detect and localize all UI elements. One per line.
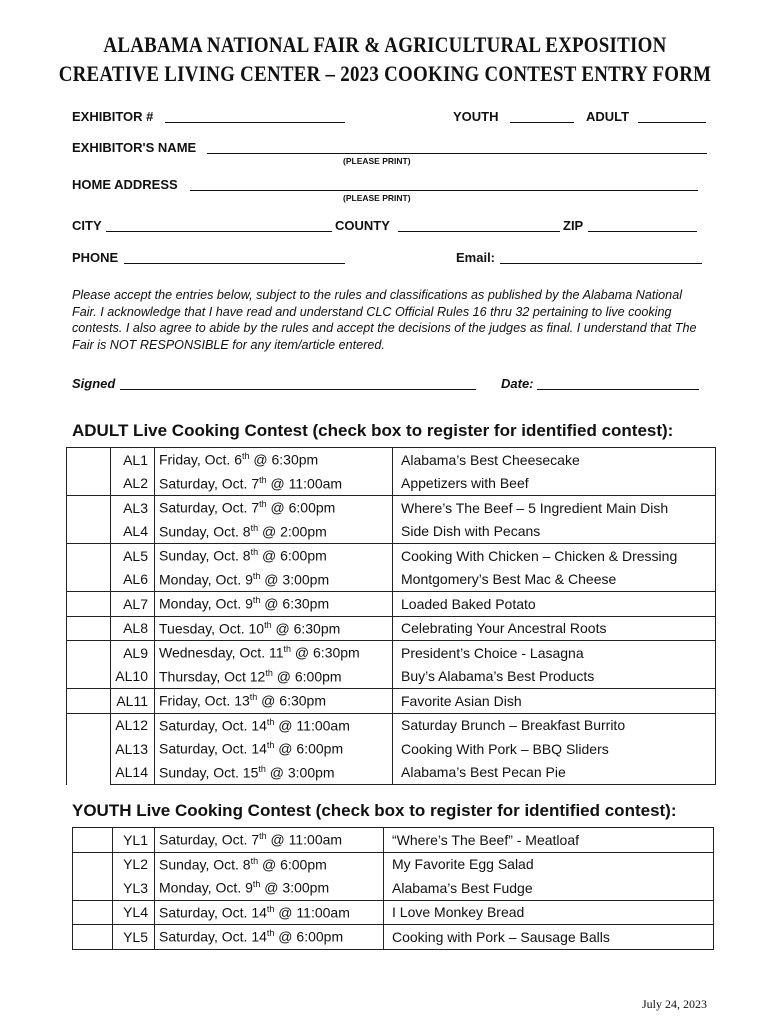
county-field[interactable]	[398, 231, 560, 232]
contest-row	[67, 641, 716, 665]
contest-day: Wednesday, Oct. 11	[159, 645, 284, 662]
contest-day: Saturday, Oct. 7	[159, 475, 260, 492]
contest-row	[73, 925, 714, 950]
contest-time: @ 11:00am	[274, 904, 350, 921]
ordinal-suffix: th	[241, 451, 250, 462]
contest-row	[73, 852, 714, 876]
contest-name: Side Dish with Pecans	[393, 520, 716, 544]
ordinal-suffix: th	[266, 716, 275, 727]
contest-code: AL6	[111, 568, 155, 592]
register-checkbox[interactable]	[73, 852, 113, 900]
contest-row	[73, 900, 714, 925]
contest-day: Sunday, Oct. 8	[159, 856, 251, 873]
contest-time: @ 6:30pm	[291, 645, 360, 662]
contest-day: Saturday, Oct. 14	[159, 741, 267, 758]
contest-row	[67, 713, 716, 737]
contest-name: My Favorite Egg Salad	[384, 852, 714, 876]
contest-row	[73, 828, 714, 853]
contest-name: Alabama’s Best Cheesecake	[393, 448, 716, 472]
email-label: Email:	[456, 250, 496, 265]
contest-code: AL2	[111, 472, 155, 496]
register-checkbox[interactable]	[67, 544, 111, 592]
contest-date	[155, 472, 393, 496]
contest-day: Sunday, Oct. 15	[159, 764, 259, 781]
contest-name: Cooking With Pork – BBQ Sliders	[393, 737, 716, 761]
contest-row	[67, 737, 716, 761]
contest-date	[155, 761, 393, 785]
contest-name: Appetizers with Beef	[393, 472, 716, 496]
ordinal-suffix: th	[259, 474, 267, 485]
footer-date: July 24, 2023	[642, 997, 708, 1011]
contest-time: @ 6:30pm	[249, 452, 319, 469]
contest-day: Monday, Oct. 9	[159, 571, 253, 588]
contest-time: @ 11:00am	[266, 832, 343, 849]
contest-time: @ 6:00pm	[272, 668, 342, 685]
contest-row	[73, 876, 714, 900]
city-field[interactable]	[106, 231, 332, 232]
contest-day: Thursday, Oct 12	[159, 668, 266, 685]
exhibitor-number-label: EXHIBITOR #	[72, 109, 154, 124]
contest-time: @ 6:00pm	[258, 856, 327, 873]
register-checkbox[interactable]	[67, 496, 111, 544]
contest-date	[155, 520, 393, 544]
contest-date	[155, 925, 384, 950]
contest-name: Cooking with Pork – Sausage Balls	[384, 925, 714, 950]
contest-date	[155, 689, 393, 714]
contest-code: AL7	[111, 592, 155, 617]
contest-time: @ 6:30pm	[257, 693, 326, 710]
contest-code: YL5	[113, 925, 155, 950]
register-checkbox[interactable]	[73, 828, 113, 853]
ordinal-suffix: th	[264, 619, 272, 630]
contest-row	[67, 592, 716, 617]
agreement-text: Please accept the entries below, subject to the rules and classifications as published by the Alabama National Fair. I acknowledge that I have read and understand CLC Official Rules 16 thru 32 pertaining to live cooking contests. I also agree to abide by the rules and accept the decisions of the judges as final. I understand that The Fair is NOT RESPONSIBLE for any item/article entered.	[72, 288, 697, 352]
ordinal-suffix: th	[266, 903, 275, 914]
contest-day: Monday, Oct. 9	[159, 596, 253, 613]
youth-contest-table	[72, 827, 714, 950]
contest-time: @ 3:00pm	[260, 880, 330, 897]
ordinal-suffix: th	[259, 499, 267, 510]
register-checkbox[interactable]	[73, 900, 113, 925]
contest-time: @ 2:00pm	[258, 523, 327, 540]
ordinal-suffix: th	[258, 763, 266, 774]
exhibitor-name-label: EXHIBITOR'S NAME	[72, 140, 197, 155]
contest-date	[155, 592, 393, 617]
contest-time: @ 6:00pm	[274, 741, 344, 758]
ordinal-suffix: th	[250, 855, 259, 866]
contest-time: @ 11:00am	[266, 475, 343, 492]
please-print-note: (PLEASE PRINT)	[343, 193, 411, 203]
ordinal-suffix: th	[252, 595, 261, 606]
contest-code: AL12	[111, 713, 155, 737]
register-checkbox[interactable]	[67, 641, 111, 689]
contest-row	[67, 761, 716, 785]
ordinal-suffix: th	[266, 928, 275, 939]
zip-label: ZIP	[563, 218, 584, 233]
contest-code: AL9	[111, 641, 155, 665]
contest-date	[155, 900, 384, 925]
email-field[interactable]	[500, 263, 702, 264]
exhibitor-name-field[interactable]	[207, 153, 707, 154]
contest-name: Loaded Baked Potato	[393, 592, 716, 617]
ordinal-suffix: th	[249, 692, 258, 703]
adult-contest-table	[66, 447, 716, 785]
ordinal-suffix: th	[250, 547, 259, 558]
contest-row	[67, 689, 716, 714]
contest-row	[67, 496, 716, 520]
contest-code: AL13	[111, 737, 155, 761]
contest-code: YL4	[113, 900, 155, 925]
contest-name: I Love Monkey Bread	[384, 900, 714, 925]
form-title-line1: ALABAMA NATIONAL FAIR & AGRICULTURAL EXPOSITION	[103, 32, 667, 57]
contest-day: Saturday, Oct. 14	[159, 717, 267, 734]
youth-label: YOUTH	[453, 109, 499, 124]
contest-row	[67, 665, 716, 689]
ordinal-suffix: th	[250, 522, 259, 533]
contest-code: YL1	[113, 828, 155, 853]
contest-time: @ 11:00am	[274, 717, 350, 734]
contest-row	[67, 448, 716, 472]
phone-label: PHONE	[72, 250, 119, 265]
contest-date	[155, 616, 393, 641]
contest-name: President’s Choice - Lasagna	[393, 641, 716, 665]
contest-code: AL5	[111, 544, 155, 568]
contest-code: AL14	[111, 761, 155, 785]
contest-row	[67, 544, 716, 568]
adult-field[interactable]	[638, 122, 706, 123]
register-checkbox[interactable]	[73, 925, 113, 950]
adult-section-heading: ADULT Live Cooking Contest (check box to register for identified contest):	[72, 421, 674, 440]
contest-name: “Where’s The Beef” - Meatloaf	[384, 828, 714, 853]
ordinal-suffix: th	[252, 570, 261, 581]
contest-time: @ 3:00pm	[265, 764, 335, 781]
register-checkbox[interactable]	[67, 713, 111, 785]
contest-name: Cooking With Chicken – Chicken & Dressing	[393, 544, 716, 568]
youth-field[interactable]	[510, 122, 574, 123]
contest-code: YL3	[113, 876, 155, 900]
contest-date	[155, 737, 393, 761]
contest-day: Sunday, Oct. 8	[159, 548, 251, 565]
contest-time: @ 3:00pm	[260, 571, 330, 588]
contest-day: Sunday, Oct. 8	[159, 523, 251, 540]
exhibitor-number-field[interactable]	[165, 122, 345, 123]
contest-date	[155, 713, 393, 737]
zip-field[interactable]	[588, 231, 697, 232]
home-address-label: HOME ADDRESS	[72, 177, 178, 192]
contest-code: AL10	[111, 665, 155, 689]
contest-day: Saturday, Oct. 14	[159, 904, 267, 921]
contest-row	[67, 472, 716, 496]
contest-time: @ 6:00pm	[274, 929, 344, 946]
ordinal-suffix: th	[265, 667, 273, 678]
contest-date	[155, 568, 393, 592]
ordinal-suffix: th	[252, 879, 261, 890]
contest-name: Montgomery’s Best Mac & Cheese	[393, 568, 716, 592]
contest-name: Alabama’s Best Pecan Pie	[393, 761, 716, 785]
city-label: CITY	[72, 218, 102, 233]
contest-day: Saturday, Oct. 7	[159, 500, 260, 517]
contest-time: @ 6:00pm	[258, 548, 327, 565]
signed-label: Signed	[72, 376, 116, 391]
contest-row	[67, 520, 716, 544]
contest-code: AL1	[111, 448, 155, 472]
contest-date	[155, 448, 393, 472]
form-title-line2: CREATIVE LIVING CENTER – 2023 COOKING CONTEST ENTRY FORM	[58, 61, 712, 86]
contest-date	[155, 496, 393, 520]
contest-day: Friday, Oct. 13	[159, 693, 250, 710]
date-label: Date:	[501, 376, 534, 391]
phone-field[interactable]	[124, 263, 345, 264]
contest-date	[155, 876, 384, 900]
contest-name: Where’s The Beef – 5 Ingredient Main Dish	[393, 496, 716, 520]
contest-date	[155, 852, 384, 876]
contest-date	[155, 828, 384, 853]
please-print-note: (PLEASE PRINT)	[343, 156, 411, 166]
contest-code: AL3	[111, 496, 155, 520]
contest-date	[155, 665, 393, 689]
contest-time: @ 6:30pm	[271, 620, 341, 637]
ordinal-suffix: th	[259, 831, 267, 842]
contest-date	[155, 544, 393, 568]
ordinal-suffix: th	[266, 740, 275, 751]
contest-code: AL11	[111, 689, 155, 714]
adult-label: ADULT	[586, 109, 630, 124]
contest-code: AL8	[111, 616, 155, 641]
contest-name: Alabama’s Best Fudge	[384, 876, 714, 900]
contest-name: Celebrating Your Ancestral Roots	[393, 616, 716, 641]
contest-day: Saturday, Oct. 7	[159, 832, 260, 849]
contest-name: Saturday Brunch – Breakfast Burrito	[393, 713, 716, 737]
contest-code: YL2	[113, 852, 155, 876]
contest-code: AL4	[111, 520, 155, 544]
contest-time: @ 6:30pm	[260, 596, 330, 613]
signature-field[interactable]	[120, 389, 476, 390]
register-checkbox[interactable]	[67, 616, 111, 641]
ordinal-suffix: th	[283, 644, 292, 655]
contest-day: Saturday, Oct. 14	[159, 929, 267, 946]
contest-day: Friday, Oct. 6	[159, 452, 242, 469]
contest-day: Monday, Oct. 9	[159, 880, 253, 897]
date-field[interactable]	[537, 389, 699, 390]
register-checkbox[interactable]	[67, 592, 111, 617]
county-label: COUNTY	[335, 218, 390, 233]
contest-date	[155, 641, 393, 665]
register-checkbox[interactable]	[67, 448, 111, 496]
contest-time: @ 6:00pm	[266, 500, 336, 517]
youth-section-heading: YOUTH Live Cooking Contest (check box to register for identified contest):	[72, 801, 677, 820]
home-address-field[interactable]	[190, 190, 698, 191]
contest-day: Tuesday, Oct. 10	[159, 620, 265, 637]
contest-row	[67, 616, 716, 641]
contest-name: Buy’s Alabama’s Best Products	[393, 665, 716, 689]
contest-name: Favorite Asian Dish	[393, 689, 716, 714]
contest-row	[67, 568, 716, 592]
register-checkbox[interactable]	[67, 689, 111, 714]
